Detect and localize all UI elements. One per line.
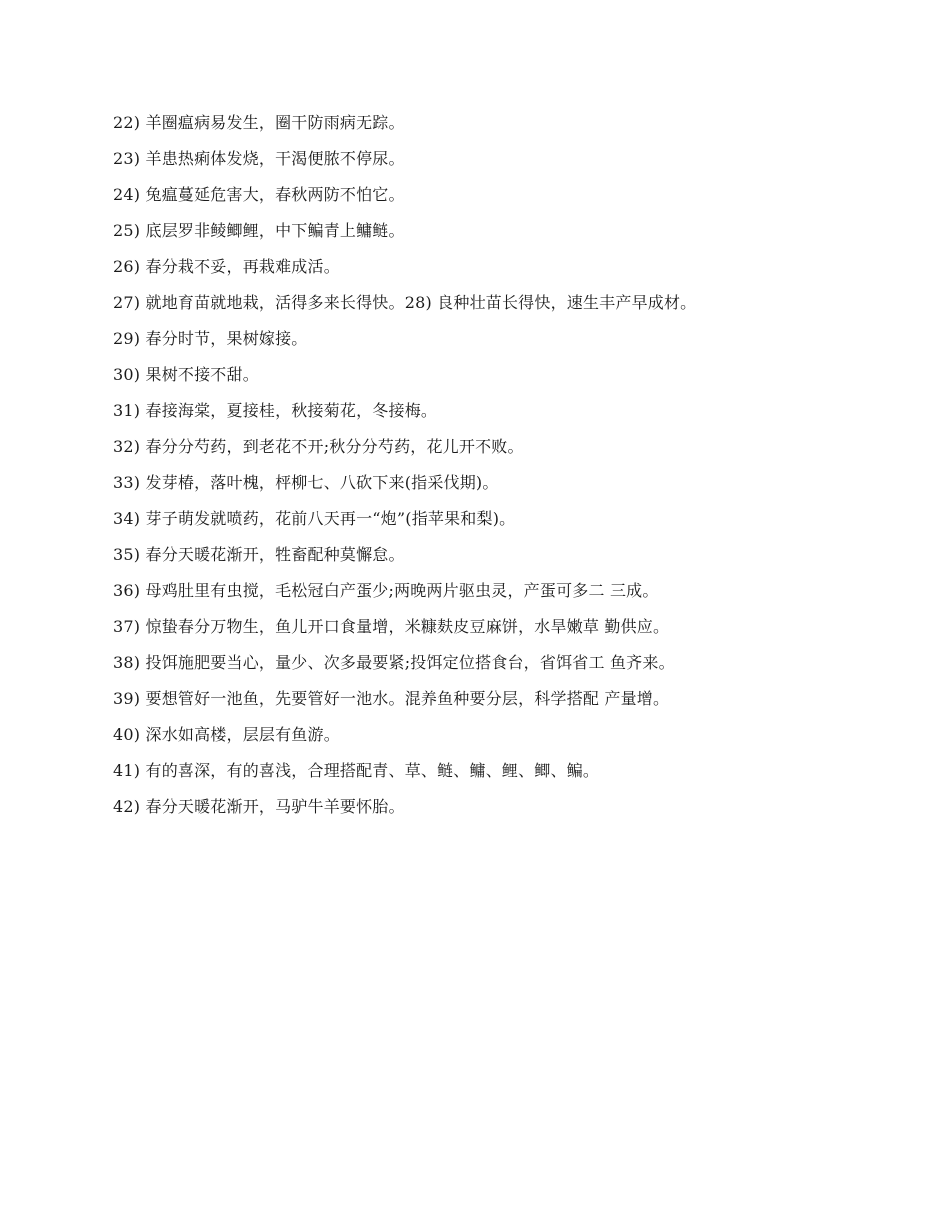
proverb-line-26: 26) 春分栽不妥，再栽难成活。 <box>113 257 340 276</box>
proverb-line-25: 25) 底层罗非鲮鲫鲤，中下鳊青上鳙鲢。 <box>113 221 405 240</box>
proverb-line-23: 23) 羊患热痢体发烧，干渴便脓不停尿。 <box>113 149 405 168</box>
proverb-line-42: 42) 春分天暖花渐开，马驴牛羊要怀胎。 <box>113 797 405 816</box>
proverb-list <box>113 109 913 829</box>
proverb-line-24: 24) 兔瘟蔓延危害大，春秋两防不怕它。 <box>113 185 405 204</box>
proverb-line-39: 39) 要想管好一池鱼，先要管好一池水。混养鱼种要分层，科学搭配 产量增。 <box>113 689 670 708</box>
proverb-line-35: 35) 春分天暖花渐开，牲畜配种莫懈怠。 <box>113 545 405 564</box>
proverb-line-34: 34) 芽子萌发就喷药，花前八天再一“炮”(指苹果和梨)。 <box>113 509 516 528</box>
proverb-line-37: 37) 惊蛰春分万物生，鱼儿开口食量增，米糠麸皮豆麻饼，水旱嫩草 勤供应。 <box>113 617 670 636</box>
proverb-line-36: 36) 母鸡肚里有虫搅，毛松冠白产蛋少;两晚两片驱虫灵，产蛋可多二 三成。 <box>113 581 659 600</box>
proverb-line-41: 41) 有的喜深，有的喜浅，合理搭配青、草、鲢、鳙、鲤、鲫、鳊。 <box>113 761 600 780</box>
proverb-line-31: 31) 春接海棠，夏接桂，秋接菊花，冬接梅。 <box>113 401 438 420</box>
proverb-line-27-28: 27) 就地育苗就地栽，活得多来长得快。28) 良种壮苗长得快，速生丰产早成材。 <box>113 293 697 312</box>
proverb-line-22: 22) 羊圈瘟病易发生，圈干防雨病无踪。 <box>113 113 405 132</box>
proverb-line-32: 32) 春分分芍药，到老花不开;秋分分芍药，花儿开不败。 <box>113 437 524 456</box>
proverb-line-40: 40) 深水如高楼，层层有鱼游。 <box>113 725 340 744</box>
proverb-line-38: 38) 投饵施肥要当心，量少、次多最要紧;投饵定位搭食台，省饵省工 鱼齐来。 <box>113 653 675 672</box>
proverb-line-33: 33) 发芽椿，落叶槐，枰柳七、八砍下来(指采伐期)。 <box>113 473 499 492</box>
proverb-line-30: 30) 果树不接不甜。 <box>113 365 259 384</box>
proverb-line-29: 29) 春分时节，果树嫁接。 <box>113 329 308 348</box>
